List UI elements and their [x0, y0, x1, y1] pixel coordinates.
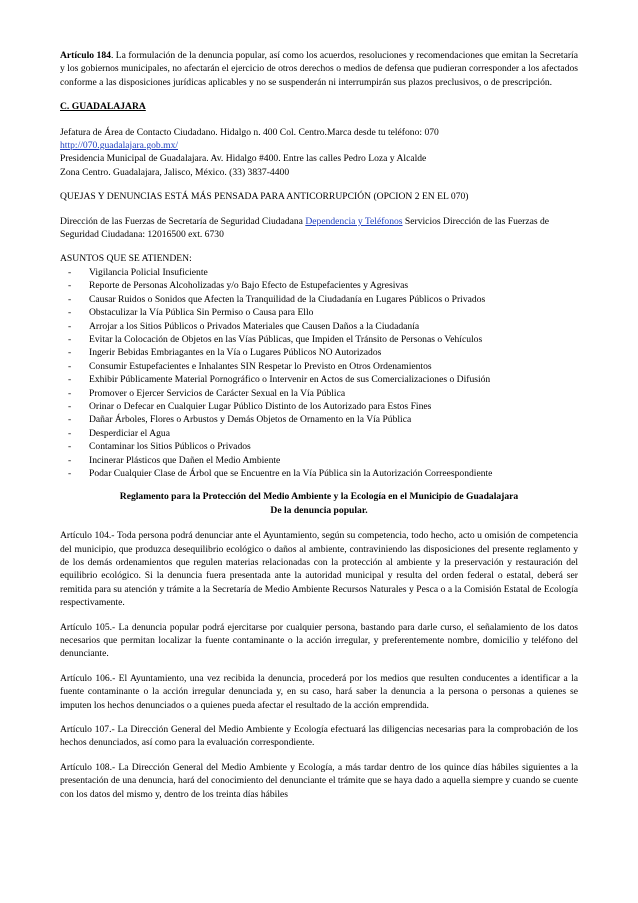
- direccion-paragraph: [60, 215, 578, 242]
- contact-url-link[interactable]: http://070.guadalajara.gob.mx/: [60, 140, 179, 152]
- quejas-line: QUEJAS Y DENUNCIAS ESTÁ MÁS PENSADA PARA ANTICORRUPCIÓN (OPCION 2 EN EL 070): [60, 191, 469, 203]
- list-item-text: Promover o Ejercer Servicios de Carácter Sexual en la Vía Pública: [89, 387, 346, 399]
- list-item: [60, 360, 578, 373]
- contact-line-2: Presidencia Municipal de Guadalajara. Av. Hidalgo #400. Entre las calles Pedro Loza y Alcalde: [60, 153, 427, 165]
- article-184-label: Artículo 184: [60, 50, 111, 61]
- article-107: Artículo 107.- La Dirección General del Medio Ambiente y Ecología efectuará las diligencias necesarias para la comprobación de los hechos denunciados, así como para la evaluación correspondiente.: [60, 724, 578, 749]
- list-bullet: -: [68, 320, 72, 332]
- reglamento-title: [60, 490, 578, 517]
- article-106: Artículo 106.- El Ayuntamiento, una vez recibida la denuncia, procederá por los medios que resulten conducentes a identificar a la fuente contaminante o la acción irregular denunciada y, en su caso, hará saber la denuncia a la persona o personas a quienes se imputen los hechos denunciados o a quienes pueda afectar el resultado de la acción emprendida.: [60, 672, 578, 711]
- article-108: Artículo 108.- La Dirección General del Medio Ambiente y Ecología, a más tardar dentro de los quince días hábiles siguientes a la presentación de una denuncia, hará del conocimiento del denunciante el trámite que se haya dado a aquella siempre y cuando se cuente con los datos del mismo y, dentro de los treinta días hábiles: [60, 761, 578, 800]
- dependencia-telefonos-link[interactable]: Dependencia y Teléfonos: [305, 215, 403, 227]
- list-item: [60, 266, 578, 279]
- list-item: [60, 467, 578, 480]
- list-bullet: -: [68, 347, 72, 359]
- list-item-text: Causar Ruidos o Sonidos que Afecten la Tranquilidad de la Ciudadanía en Lugares Públicos o Privados: [89, 293, 486, 305]
- list-bullet: -: [68, 400, 72, 412]
- list-item: [60, 306, 578, 319]
- list-item: [60, 320, 578, 333]
- list-item-text: Exhibir Públicamente Material Pornográfico o Intervenir en Actos de sus Comercializaciones o Difusión: [89, 374, 491, 386]
- list-bullet: -: [68, 307, 72, 319]
- article-105: Artículo 105.- La denuncia popular podrá ejercitarse por cualquier persona, bastando para darle curso, el señalamiento de los datos necesarios que permitan localizar la fuente contaminante o la acción irregular, y preferentemente nombre, domicilio y teléfono del denunciante.: [60, 621, 578, 660]
- list-item-text: Incinerar Plásticos que Dañen el Medio Ambiente: [89, 454, 281, 466]
- contact-line-3: Zona Centro. Guadalajara, Jalisco, México. (33) 3837-4400: [60, 166, 290, 178]
- list-item-text: Orinar o Defecar en Cualquier Lugar Público Distinto de los Autorizado para Estos Fines: [89, 400, 432, 412]
- list-item-text: Contaminar los Sitios Públicos o Privados: [89, 441, 251, 453]
- list-item: [60, 387, 578, 400]
- list-bullet: -: [68, 387, 72, 399]
- direccion-before: Dirección de las Fuerzas de Secretaría de Seguridad Ciudadana: [60, 215, 306, 227]
- reglamento-title-line-1: Reglamento para la Protección del Medio Ambiente y la Ecología en el Municipio de Guadalajara: [119, 491, 519, 503]
- list-item-text: Vigilancia Policial Insuficiente: [89, 266, 208, 278]
- list-bullet: -: [68, 293, 72, 305]
- contact-line-1: Jefatura de Área de Contacto Ciudadano. Hidalgo n. 400 Col. Centro.Marca desde tu teléfono: 070: [60, 126, 439, 138]
- list-bullet: -: [68, 374, 72, 386]
- list-bullet: -: [68, 333, 72, 345]
- list-bullet: -: [68, 280, 72, 292]
- section-heading-guadalajara: C. GUADALAJARA: [60, 101, 146, 113]
- direccion-after: Servicios Dirección de las Fuerzas de Seguridad Ciudadana: 12016500 ext. 6730: [60, 215, 550, 241]
- list-bullet: -: [68, 427, 72, 439]
- contact-block: [60, 126, 578, 180]
- list-bullet: -: [68, 467, 72, 479]
- list-item: [60, 346, 578, 359]
- list-item: [60, 400, 578, 413]
- list-item-text: Obstaculizar la Vía Pública Sin Permiso o Causa para Ello: [89, 307, 314, 319]
- article-104: Artículo 104.- Toda persona podrá denunciar ante el Ayuntamiento, según su competencia, todo hecho, acto u omisión de competencia del municipio, que produzca desequilibrio ecológico o daños al ambiente, contraviniendo las disposiciones del presente reglamento y de los demás ordenamientos que regulen materias relacionadas con la protección al ambiente y la preservación y restauración del equilibrio ecológico. Si la denuncia fuera presentada ante la autoridad municipal y resulta del orden federal o estatal, deberá ser remitida para su atención y trámite a la Secretaría de Medio Ambiente Recursos Naturales y Pesca o a la Comisión Estatal de Ecología respectivamente.: [60, 530, 578, 609]
- document-page: [60, 49, 578, 812]
- list-item-text: Podar Cualquier Clase de Árbol que se Encuentre en la Vía Pública sin la Autorización Correespondiente: [89, 467, 493, 479]
- list-item-text: Evitar la Colocación de Objetos en las Vías Públicas, que Impiden el Tránsito de Personas o Vehículos: [89, 333, 483, 345]
- article-184-text: . La formulación de la denuncia popular, así como los acuerdos, resoluciones y recomendaciones que emitan la Secretaría y los gobiernos municipales, no afectarán el ejercicio de otros derechos o medios de defensa que pudieran corresponder a los afectados conforme a las disposiciones jurídicas aplicables y no se suspenderán ni interrumpirán sus plazos preclusivos, o de prescripción.: [60, 50, 578, 88]
- list-item-text: Ingerir Bebidas Embriagantes en la Vía o Lugares Públicos NO Autorizados: [89, 347, 382, 359]
- list-bullet: -: [68, 414, 72, 426]
- list-item-text: Desperdiciar el Agua: [89, 427, 170, 439]
- list-item-text: Consumir Estupefacientes e Inhalantes SIN Respetar lo Previsto en Otros Ordenamientos: [89, 360, 432, 372]
- list-item-text: Reporte de Personas Alcoholizadas y/o Bajo Efecto de Estupefacientes y Agresivas: [89, 280, 409, 292]
- list-item: [60, 427, 578, 440]
- article-184: [60, 49, 578, 89]
- asuntos-list: [60, 266, 578, 481]
- reglamento-title-line-2: De la denuncia popular.: [270, 504, 368, 516]
- list-item: [60, 413, 578, 426]
- list-item: [60, 440, 578, 453]
- list-item: [60, 373, 578, 386]
- list-item-text: Arrojar a los Sitios Públicos o Privados Materiales que Causen Daños a la Ciudadanía: [89, 320, 420, 332]
- asuntos-title: ASUNTOS QUE SE ATIENDEN:: [60, 253, 192, 265]
- list-item: [60, 279, 578, 292]
- list-item: [60, 333, 578, 346]
- list-bullet: -: [68, 454, 72, 466]
- list-item: [60, 293, 578, 306]
- list-bullet: -: [68, 441, 72, 453]
- list-item-text: Dañar Árboles, Flores o Arbustos y Demás Objetos de Ornamento en la Vía Pública: [89, 414, 412, 426]
- list-item: [60, 454, 578, 467]
- list-bullet: -: [68, 266, 72, 278]
- list-bullet: -: [68, 360, 72, 372]
